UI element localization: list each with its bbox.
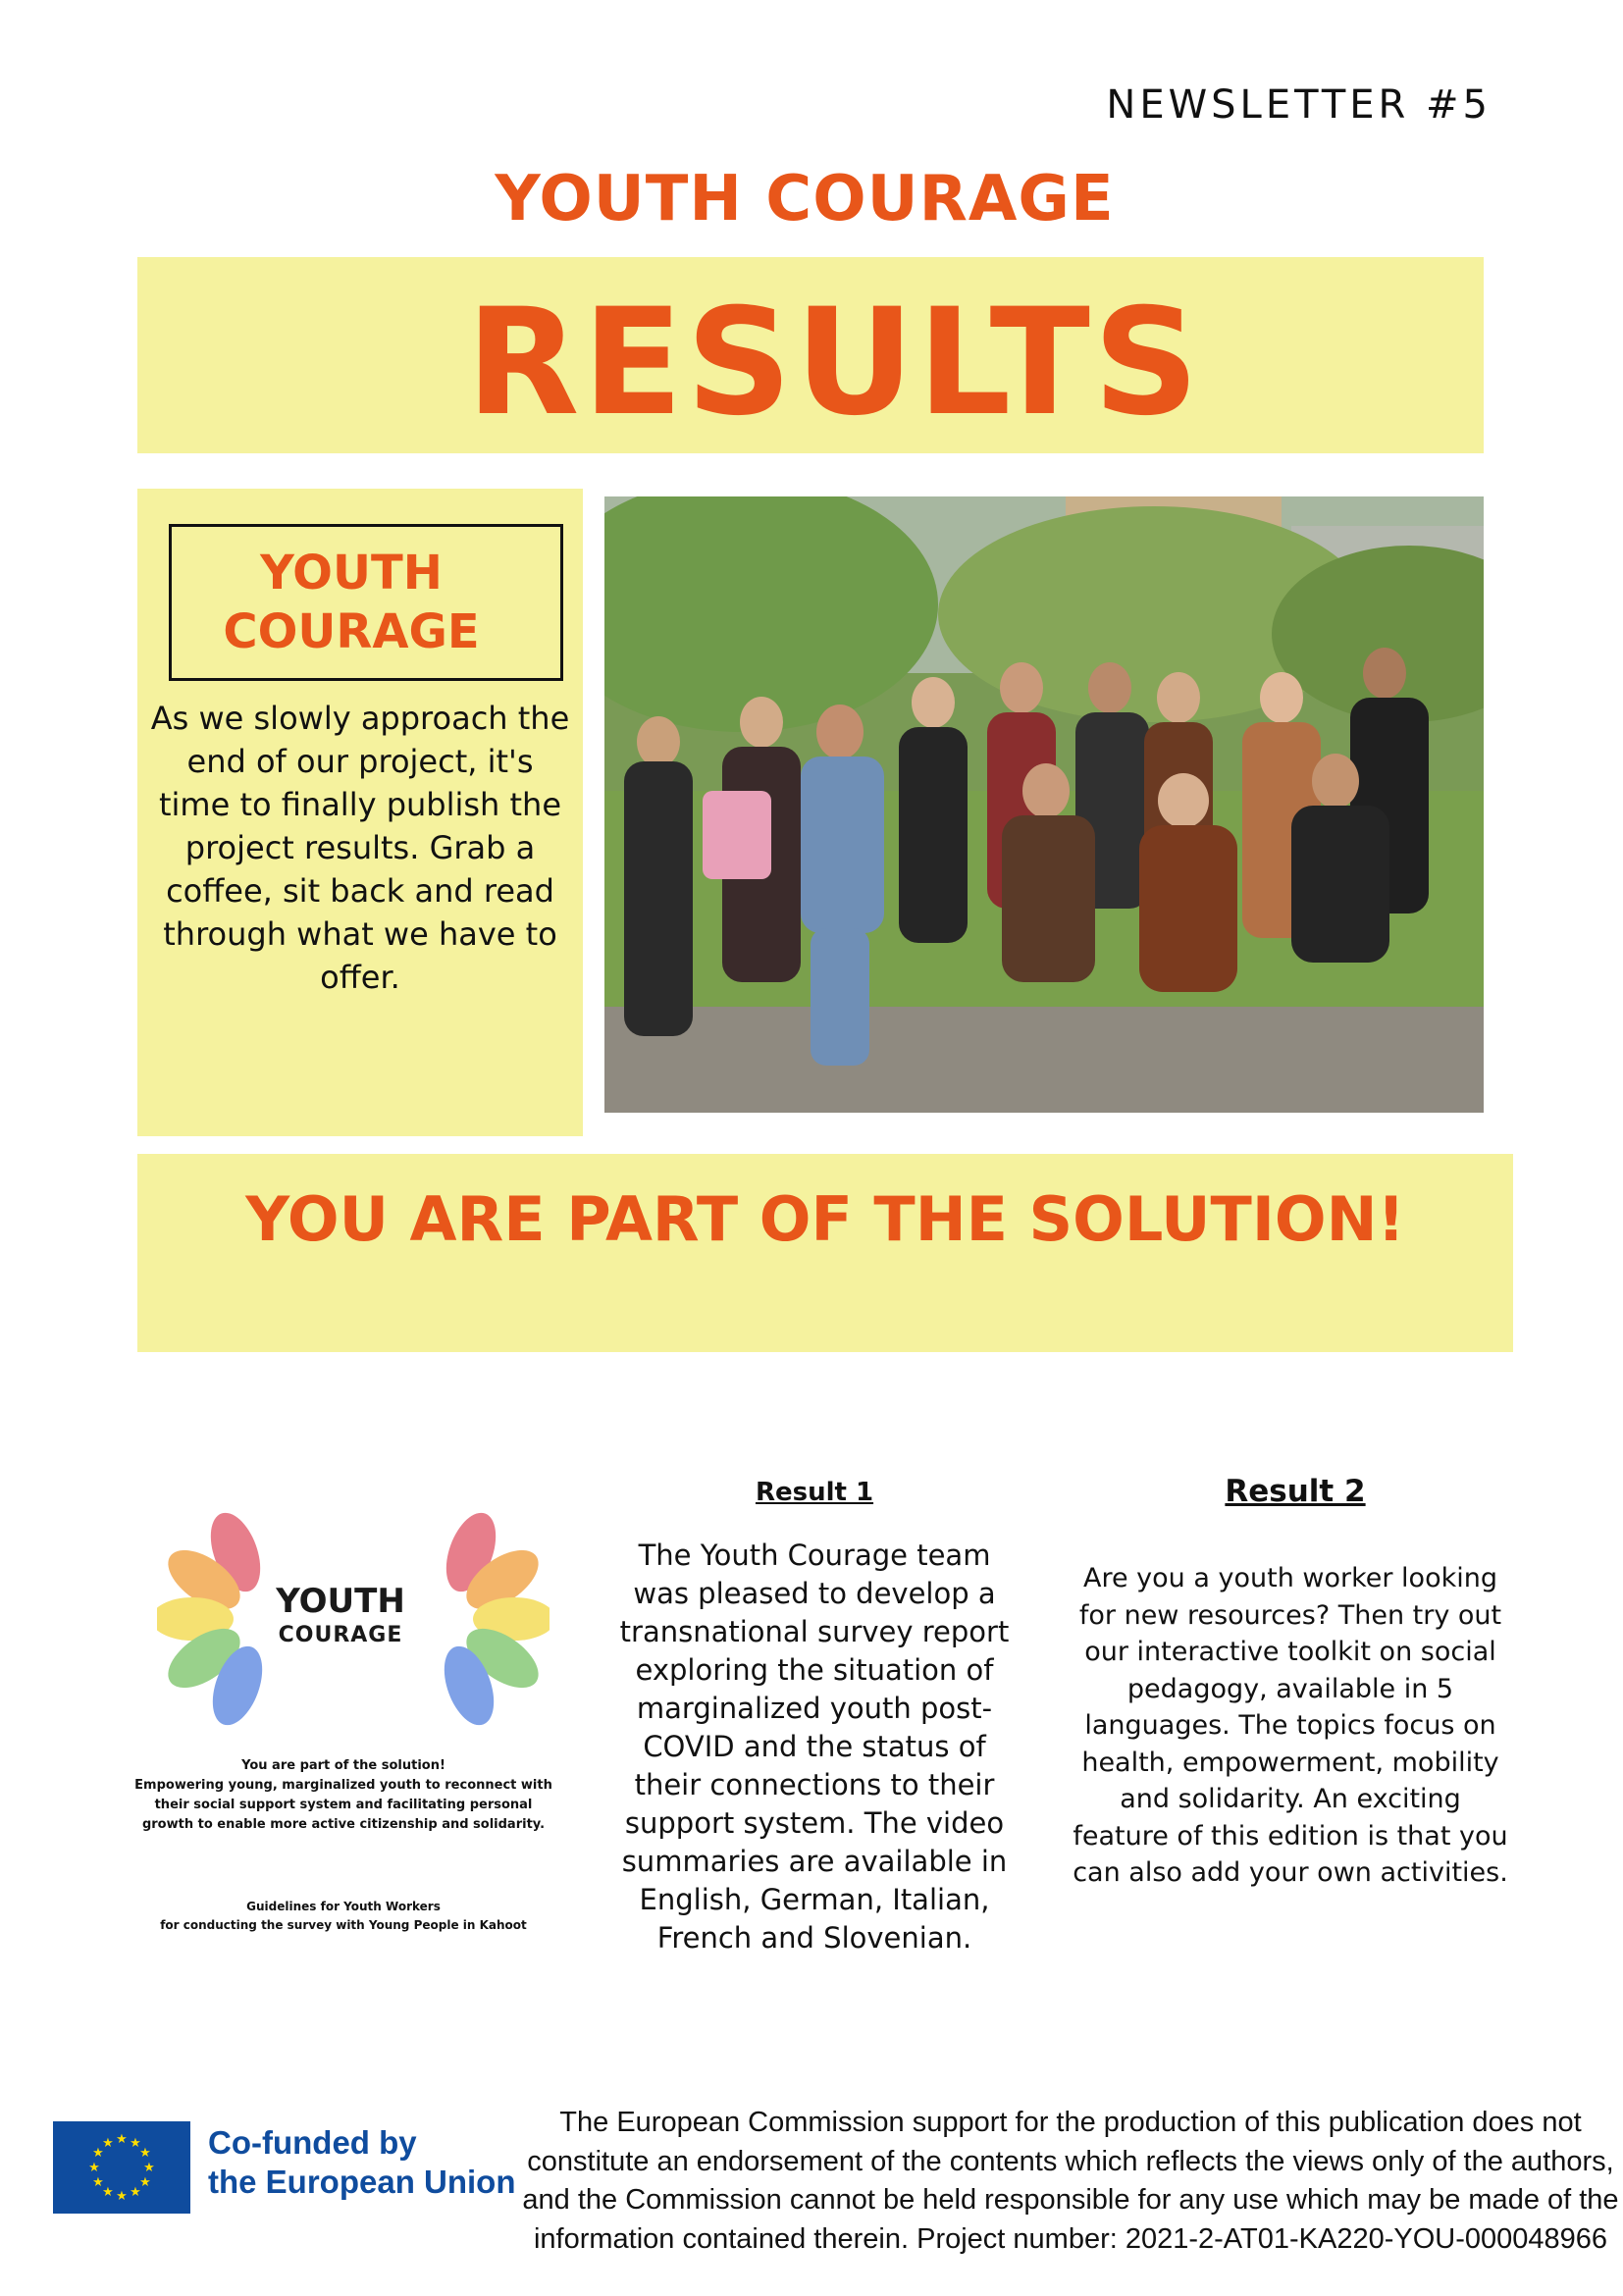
group-photo: [604, 496, 1484, 1113]
svg-text:★: ★: [139, 2146, 151, 2161]
svg-text:★: ★: [102, 2136, 114, 2151]
group-photo-illustration: [604, 496, 1484, 1113]
eu-line1: Co-funded by: [208, 2124, 417, 2161]
svg-text:★: ★: [116, 2189, 128, 2204]
svg-text:★: ★: [116, 2132, 128, 2147]
guidelines-line1: Guidelines for Youth Workers: [246, 1900, 441, 1913]
logo-caption-line2: Empowering young, marginalized youth to reconnect with their social support system and facilitating personal growth to enable more active citizenship and solidarity.: [134, 1778, 552, 1832]
logo-word-youth: YOUTH: [276, 1582, 405, 1621]
svg-text:★: ★: [130, 2136, 141, 2151]
eu-stars-icon: [53, 2121, 190, 2214]
svg-text:★: ★: [88, 2161, 100, 2175]
svg-text:★: ★: [139, 2175, 151, 2190]
svg-text:★: ★: [130, 2185, 141, 2200]
svg-text:★: ★: [92, 2175, 104, 2190]
svg-text:★: ★: [143, 2161, 155, 2175]
disclaimer: The European Commission support for the production of this publication does not constitute an endorsement of the contents which reflects the views only of the authors, and the Commission cannot be held responsible for any use which may be made of the information contained therein. Project number: 2021-2-AT01-KA220-YOU-000048966: [522, 2107, 1619, 2255]
brand-line-youth: YOUTH: [260, 546, 443, 600]
logo-guidelines: [128, 1898, 559, 1935]
intro-text: As we slowly approach the end of our project, it's time to finally publish the project results. Grab a coffee, sit back and read through what we have to offer.: [150, 700, 570, 996]
brand-line-courage: COURAGE: [223, 604, 480, 659]
result-2-text: Are you a youth worker looking for new resources? Then try out our interactive toolkit on social pedagogy, available in 5 languages. The topics focus on health, empowerment, mobility and solidarity. An exciting feature of this edition is that you can also add your own activities.: [1073, 1563, 1508, 1888]
logo-word-courage: COURAGE: [278, 1623, 403, 1647]
svg-text:★: ★: [102, 2185, 114, 2200]
result-1-text: The Youth Courage team was pleased to develop a transnational survey report exploring the situation of marginalized youth post-COVID and the status of their connections to their support system. The video summaries are available in English, German, Italian, French and Slovenian.: [619, 1539, 1010, 1955]
eu-line2: the European Union: [208, 2164, 516, 2200]
result-2-heading: Result 2: [1225, 1474, 1366, 1509]
kicker-title: YOUTH COURAGE: [495, 163, 1115, 235]
svg-text:★: ★: [92, 2146, 104, 2161]
logo-caption-line1: You are part of the solution!: [241, 1758, 445, 1773]
eu-flag-icon: [53, 2121, 190, 2214]
result-1-heading: Result 1: [755, 1478, 874, 1507]
newsletter-number: NEWSLETTER #5: [1106, 82, 1492, 128]
logo-caption: [128, 1756, 559, 1835]
slogan-text: YOU ARE PART OF THE SOLUTION!: [245, 1183, 1405, 1255]
eu-cofunded-label: [208, 2123, 542, 2202]
guidelines-line2: for conducting the survey with Young People in Kahoot: [160, 1918, 527, 1932]
page-title: RESULTS: [466, 278, 1202, 448]
